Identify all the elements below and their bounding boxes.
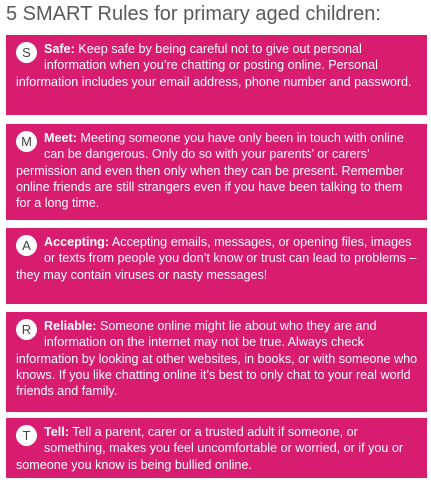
rule-paragraph bbox=[16, 130, 419, 211]
rule-paragraph bbox=[16, 424, 419, 473]
page-title: 5 SMART Rules for primary aged children: bbox=[6, 3, 381, 25]
rule-paragraph bbox=[16, 318, 419, 399]
rule-text-tell: Tell a parent, carer or a trusted adult if someone, or something, makes you feel uncomfortable or worried, or if you or someone you know is being bullied online. bbox=[16, 425, 404, 472]
rule-title-accepting: Accepting: bbox=[44, 235, 110, 249]
rule-text-reliable: Someone online might lie about who they are and information on the internet may not be true. Always check information by looking at other websites, in books, or with someone who knows. If you like chatting online it’s best to only chat to your real world friends and family. bbox=[16, 319, 418, 399]
rule-card-meet bbox=[6, 124, 427, 220]
letter-badge-t: T bbox=[16, 425, 37, 446]
rule-text-meet: Meeting someone you have only been in touch with online can be dangerous. Only do so with your parents’ or carers’ permission and even then only when they can be present. Remember online friends are still strangers even if you have been talking to them for a long time. bbox=[16, 131, 404, 211]
rule-text-safe: Keep safe by being careful not to give out personal information when you’re chatting or posting online. Personal information includes your email address, phone number and password. bbox=[16, 42, 412, 89]
rule-paragraph bbox=[16, 41, 419, 90]
letter-badge-s: S bbox=[16, 42, 37, 63]
letter-badge-m: M bbox=[16, 131, 37, 152]
rule-title-reliable: Reliable: bbox=[44, 319, 97, 333]
rule-title-safe: Safe: bbox=[44, 42, 75, 56]
letter-badge-a: A bbox=[16, 235, 37, 256]
rule-text-accepting: Accepting emails, messages, or opening files, images or texts from people you don’t know or trust can lead to problems – they may contain viruses or nasty messages! bbox=[16, 235, 417, 282]
letter-badge-r: R bbox=[16, 319, 37, 340]
rule-card-safe bbox=[6, 35, 427, 115]
rule-card-accepting bbox=[6, 228, 427, 304]
rule-paragraph bbox=[16, 234, 419, 283]
rule-title-meet: Meet: bbox=[44, 131, 77, 145]
rule-card-reliable bbox=[6, 312, 427, 412]
rule-card-tell bbox=[6, 418, 427, 478]
rule-title-tell: Tell: bbox=[44, 425, 69, 439]
